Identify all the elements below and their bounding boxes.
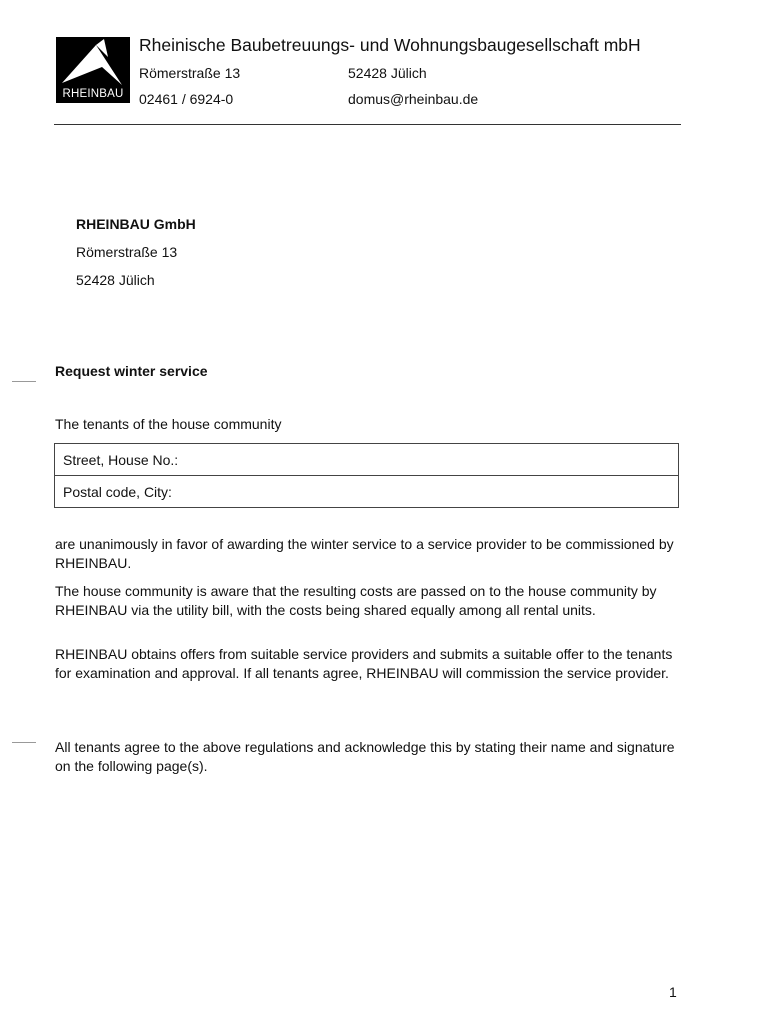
page-number: 1 bbox=[669, 984, 677, 1000]
company-logo bbox=[56, 37, 130, 103]
header-email[interactable]: domus@rheinbau.de bbox=[348, 91, 479, 107]
postal-city-field[interactable]: Postal code, City: bbox=[55, 476, 679, 508]
table-row bbox=[55, 476, 679, 508]
fold-mark-bottom bbox=[12, 742, 36, 743]
header-phone: 02461 / 6924-0 bbox=[139, 91, 234, 107]
recipient-street: Römerstraße 13 bbox=[76, 244, 178, 260]
company-name: Rheinische Baubetreuungs- und Wohnungsbaugesellschaft mbH bbox=[139, 35, 641, 55]
recipient-city: 52428 Jülich bbox=[76, 272, 155, 288]
intro-text: The tenants of the house community bbox=[55, 416, 282, 432]
street-house-field[interactable]: Street, House No.: bbox=[55, 444, 679, 476]
header-street: Römerstraße 13 bbox=[139, 65, 241, 81]
header-divider bbox=[54, 124, 681, 125]
address-fields-table bbox=[54, 443, 679, 508]
body-paragraph-2: The house community is aware that the resulting costs are passed on to the house community by RHEINBAU via the utility bill, with the costs being shared equally among all rental units. bbox=[55, 583, 657, 618]
logo-wordmark: RHEINBAU bbox=[62, 88, 124, 100]
body-paragraph-4: All tenants agree to the above regulations and acknowledge this by stating their name and signature on the following page(s). bbox=[55, 739, 675, 774]
subject-line: Request winter service bbox=[55, 363, 208, 379]
recipient-name: RHEINBAU GmbH bbox=[76, 216, 196, 232]
fold-mark-top bbox=[12, 381, 36, 382]
header-city: 52428 Jülich bbox=[348, 65, 427, 81]
body-paragraph-1: are unanimously in favor of awarding the winter service to a service provider to be commissioned by RHEINBAU. bbox=[55, 536, 674, 571]
body-paragraph-3: RHEINBAU obtains offers from suitable service providers and submits a suitable offer to the tenants for examination and approval. If all tenants agree, RHEINBAU will commission the service provider. bbox=[55, 646, 673, 681]
logo-mountain-icon bbox=[56, 37, 130, 91]
table-row bbox=[55, 444, 679, 476]
